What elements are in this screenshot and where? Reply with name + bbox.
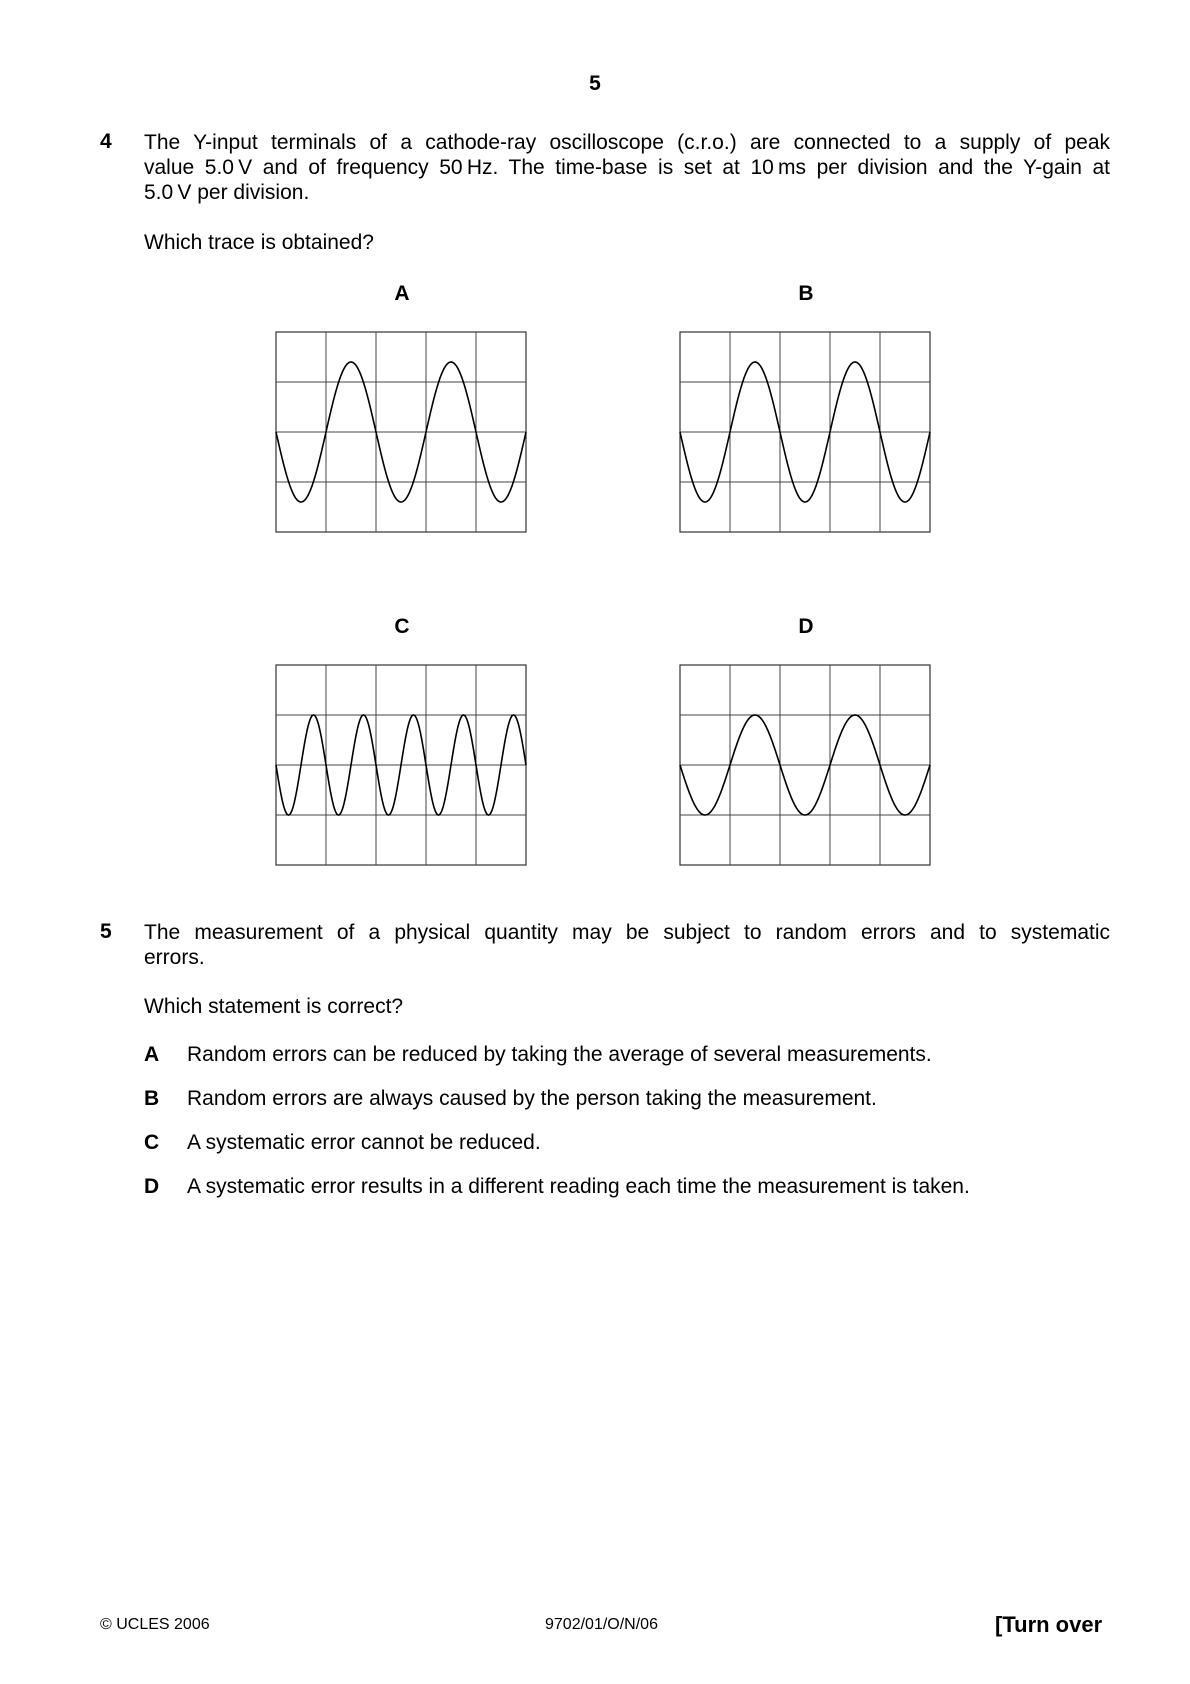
question-5-number: 5 [100, 920, 112, 943]
trace-b-screen [679, 331, 931, 533]
question-5-stem [144, 920, 1110, 970]
trace-a-screen [275, 331, 527, 533]
trace-d-screen [679, 664, 931, 866]
option-c-letter: C [144, 1131, 160, 1154]
trace-d-label: D [798, 615, 814, 638]
question-5-stem-line-2: errors. [144, 946, 205, 969]
option-a-letter: A [144, 1043, 160, 1066]
question-4-stem [144, 130, 1110, 205]
question-4-prompt: Which trace is obtained? [144, 231, 374, 254]
option-b-text: Random errors are always caused by the person taking the measurement. [187, 1087, 877, 1110]
footer-code: 9702/01/O/N/06 [545, 1616, 658, 1633]
trace-c-screen [275, 664, 527, 866]
option-d-letter: D [144, 1175, 160, 1198]
question-4-stem-line-2: value 5.0 V and of frequency 50 Hz. The time-base is set at 10 ms per division and the Y-gain at [144, 156, 1110, 179]
question-5-stem-line-1: The measurement of a physical quantity may be subject to random errors and to systematic [144, 921, 1110, 944]
question-4-stem-line-3: 5.0 V per division. [144, 181, 310, 204]
option-c-text: A systematic error cannot be reduced. [187, 1131, 541, 1154]
trace-b-label: B [798, 282, 814, 305]
trace-c-label: C [394, 615, 410, 638]
footer-copyright: © UCLES 2006 [100, 1616, 210, 1633]
page-number: 5 [589, 72, 601, 95]
turn-over: [Turn over [995, 1612, 1103, 1637]
trace-a-label: A [394, 282, 410, 305]
question-5-prompt: Which statement is correct? [144, 995, 404, 1018]
question-4-number: 4 [100, 130, 112, 153]
option-b-letter: B [144, 1087, 160, 1110]
question-4-stem-line-1: The Y-input terminals of a cathode-ray oscilloscope (c.r.o.) are connected to a supply of peak [144, 131, 1110, 154]
option-d-text: A systematic error results in a different reading each time the measurement is taken. [187, 1175, 970, 1198]
option-a-text: Random errors can be reduced by taking the average of several measurements. [187, 1043, 932, 1066]
